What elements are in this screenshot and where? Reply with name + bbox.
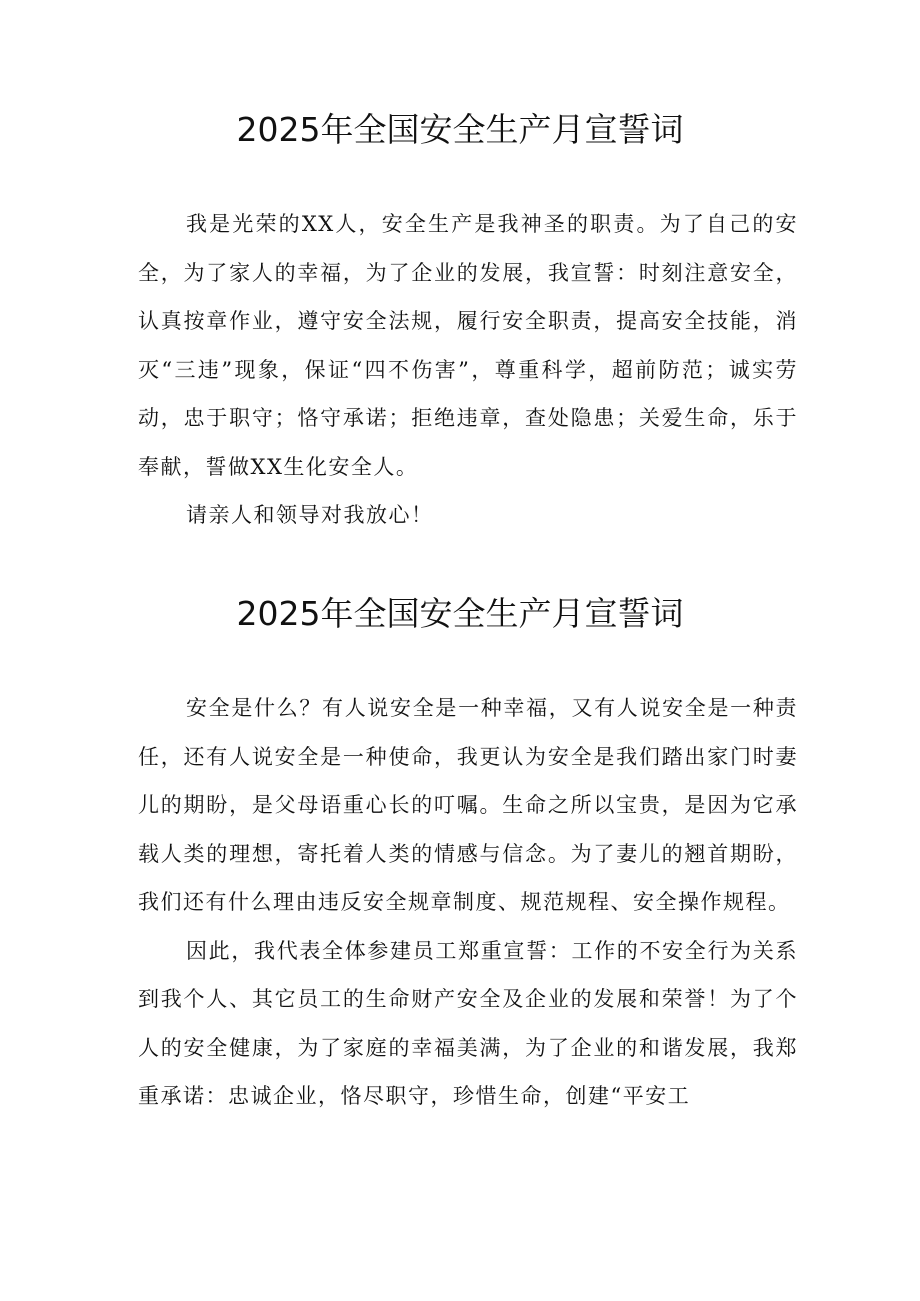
section-2-title: 2025年全国安全生产月宣誓词 [236,594,684,633]
section-1-paragraph-2: 请亲人和领导对我放心！ [186,503,434,527]
section-2-body [138,684,798,1121]
section-1-body [138,200,798,540]
section-2-paragraph-1: 安全是什么？有人说安全是一种幸福，又有人说安全是一种责任，还有人说安全是一种使命，我更认为安全是我们踏出家门时妻儿的期盼，是父母语重心长的叮嘱。生命之所以宝贵，是因为它承载人类的理想，寄托着人类的情感与信念。为了妻儿的翘首期盼，我们还有什么理由违反安全规章制度、规范规程、安全操作规程。 [138,696,798,914]
section-2-paragraph-2: 因此，我代表全体参建员工郑重宣誓：工作的不安全行为关系到我个人、其它员工的生命财产安全及企业的发展和荣誉！为了个人的安全健康，为了家庭的幸福美满，为了企业的和谐发展，我郑重承诺：忠诚企业，恪尽职守，珍惜生命，创建“平安工 [138,938,798,1108]
section-1-title: 2025年全国安全生产月宣誓词 [236,110,684,149]
section-1-paragraph-1: 我是光荣的XX人，安全生产是我神圣的职责。为了自己的安全，为了家人的幸福，为了企业的发展，我宣誓：时刻注意安全，认真按章作业，遵守安全法规，履行安全职责，提高安全技能，消灭“三违”现象，保证“四不伤害”，尊重科学，超前防范；诚实劳动，忠于职守；恪守承诺；拒绝违章，查处隐患；关爱生命，乐于奉献，誓做XX生化安全人。 [138,212,798,479]
